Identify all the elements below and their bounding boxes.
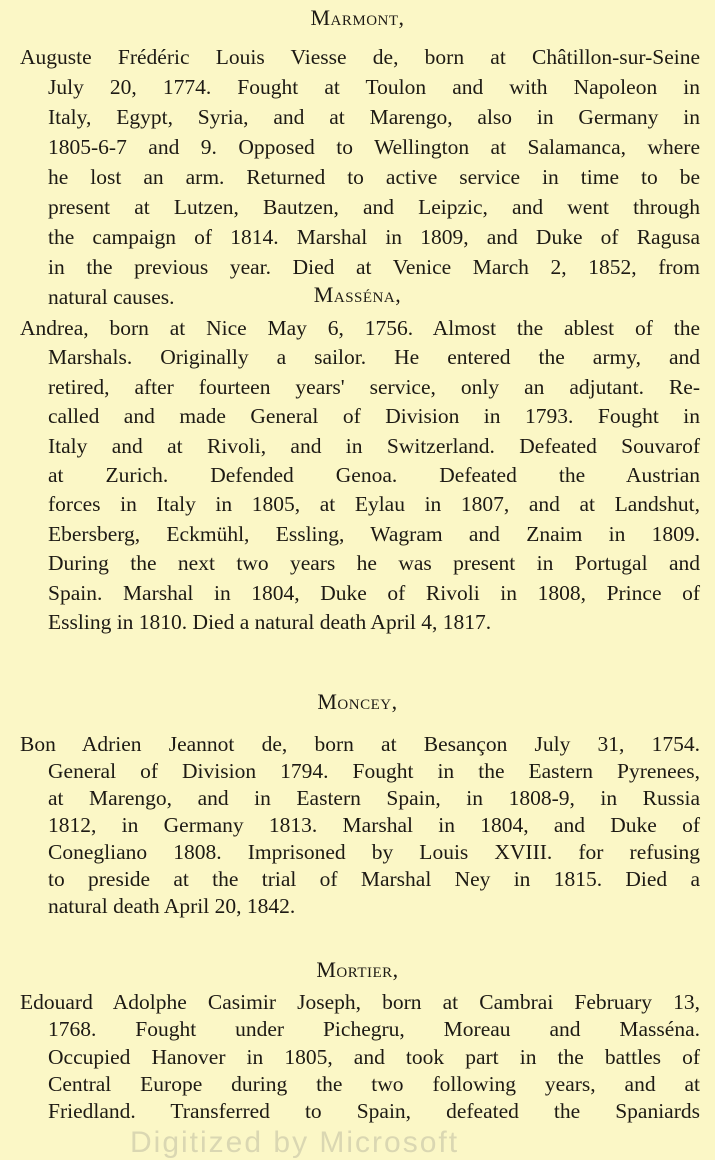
text-line: Spain. Marshal in 1804, Duke of Rivoli in 1808, Prince of (48, 580, 700, 605)
text-line: 1805-6-7 and 9. Opposed to Wellington at Salamanca, where (48, 135, 700, 159)
text-line: General of Division 1794. Fought in the Eastern Pyrenees, (48, 759, 700, 783)
watermark: Digitized by Microsoft (130, 1126, 460, 1159)
entry-heading-marmont: Marmont, (310, 5, 405, 30)
text-line: Conegliano 1808. Imprisoned by Louis XVIII. for refusing (48, 840, 700, 864)
text-line: Central Europe during the two following years, and at (48, 1071, 700, 1096)
text-line: Andrea, born at Nice May 6, 1756. Almost the ablest of the (20, 316, 700, 340)
text-line: called and made General of Division in 1793. Fought in (48, 404, 700, 429)
entry-heading-mortier: Mortier, (316, 957, 399, 982)
text-line: Edouard Adolphe Casimir Joseph, born at Cambrai February 13, (20, 990, 700, 1014)
text-line: Essling in 1810. Died a natural death April 4, 1817. (48, 610, 492, 635)
text-line: natural causes. (48, 285, 175, 309)
text-line: Occupied Hanover in 1805, and took part in the battles of (48, 1044, 700, 1069)
text-line: Ebersberg, Eckmühl, Essling, Wagram and Znaim in 1809. (48, 521, 700, 546)
text-line: Marshals. Originally a sailor. He entered the army, and (48, 345, 700, 370)
text-line: in the previous year. Died at Venice March 2, 1852, from (48, 255, 700, 279)
text-line: Auguste Frédéric Louis Viesse de, born at Châtillon-sur-Seine (20, 45, 700, 69)
text-line: Italy and at Rivoli, and in Switzerland. Defeated Souvarof (48, 433, 700, 458)
text-line: present at Lutzen, Bautzen, and Leipzic, and went through (48, 195, 700, 219)
text-line: at Marengo, and in Eastern Spain, in 1808-9, in Russia (48, 786, 700, 810)
entry-text-massena (20, 314, 700, 637)
text-line: at Zurich. Defended Genoa. Defeated the Austrian (48, 463, 700, 488)
text-line: 1812, in Germany 1813. Marshal in 1804, and Duke of (48, 813, 700, 837)
entry-text-mortier (20, 989, 700, 1125)
entry-heading-massena: Masséna, (313, 282, 402, 307)
text-line: 1768. Fought under Pichegru, Moreau and Masséna. (48, 1017, 700, 1042)
text-line: retired, after fourteen years' service, only an adjutant. Re- (48, 374, 700, 399)
text-line: Bon Adrien Jeannot de, born at Besançon July 31, 1754. (20, 732, 700, 756)
text-line: July 20, 1774. Fought at Toulon and with Napoleon in (48, 75, 700, 99)
text-line: Italy, Egypt, Syria, and at Marengo, also in Germany in (48, 105, 700, 129)
entry-text-marmont (20, 42, 700, 312)
text-line: Friedland. Transferred to Spain, defeated the Spaniards (48, 1099, 700, 1124)
text-line: During the next two years he was present in Portugal and (48, 551, 700, 576)
entry-heading-moncey: Moncey, (317, 689, 398, 714)
text-line: forces in Italy in 1805, at Eylau in 1807, and at Landshut, (48, 492, 700, 517)
text-line: the campaign of 1814. Marshal in 1809, and Duke of Ragusa (48, 225, 700, 249)
text-line: he lost an arm. Returned to active service in time to be (48, 165, 700, 189)
text-line: to preside at the trial of Marshal Ney in 1815. Died a (48, 867, 700, 891)
entry-text-moncey (20, 731, 700, 920)
text-line: natural death April 20, 1842. (48, 894, 296, 918)
